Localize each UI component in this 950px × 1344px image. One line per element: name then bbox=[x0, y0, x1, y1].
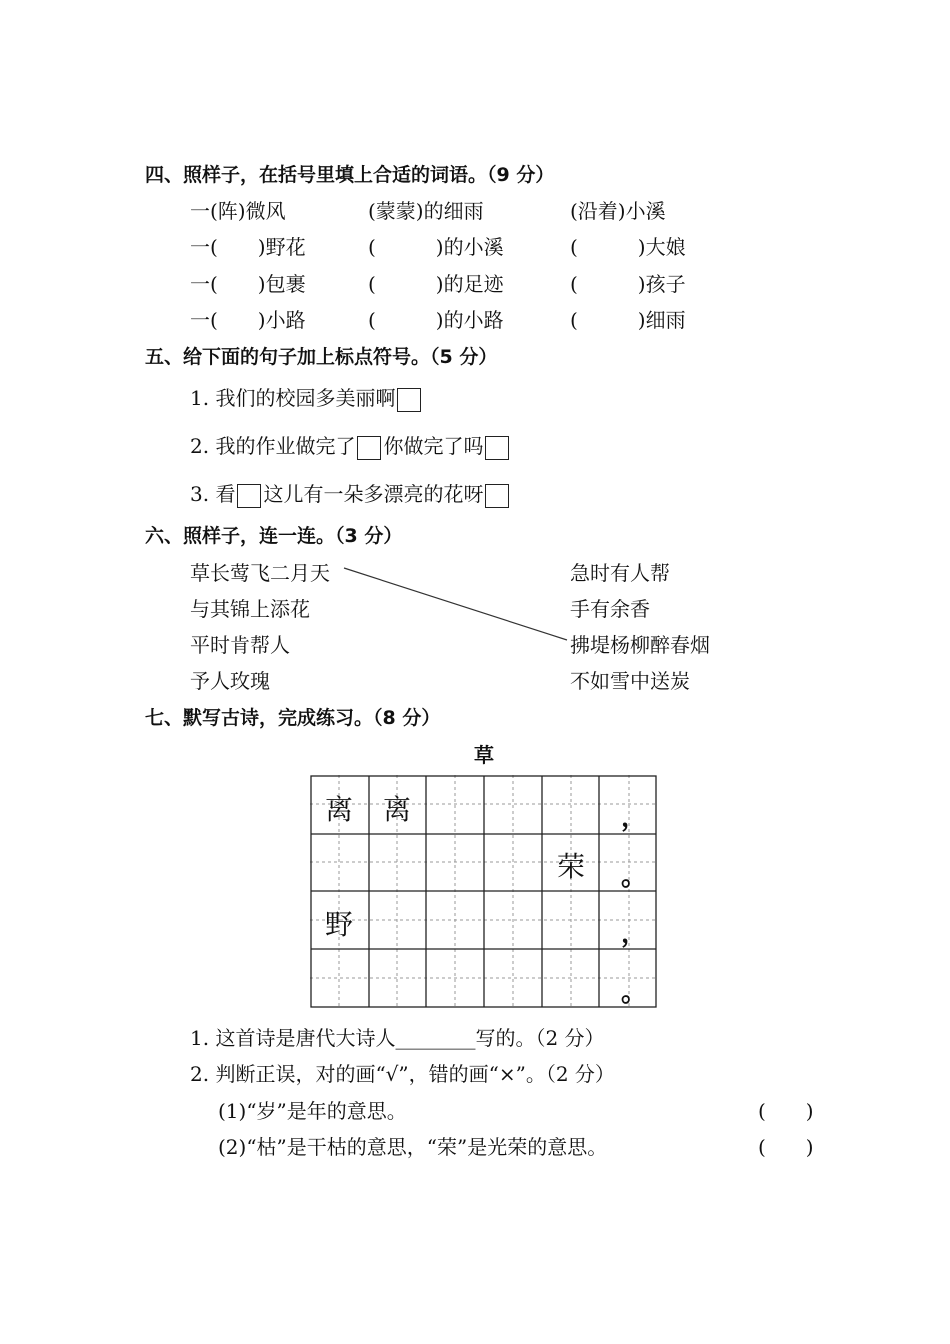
fill-word-item: (沿着)小溪 bbox=[570, 199, 666, 223]
question-2: 2. 判断正误，对的画“√”，错的画“×”。（2 分） bbox=[190, 1062, 615, 1086]
fill-word-item[interactable]: ( )的小溪 bbox=[368, 235, 504, 259]
sentence-text: 1. 我们的校园多美丽啊 bbox=[190, 386, 396, 410]
question-1: 1. 这首诗是唐代大诗人________写的。（2 分） bbox=[190, 1026, 605, 1050]
section5-heading: 五、给下面的句子加上标点符号。（5 分） bbox=[145, 346, 498, 368]
fill-word-item[interactable]: ( )的足迹 bbox=[368, 272, 504, 296]
grid-punctuation: ， bbox=[620, 803, 647, 833]
grid-char: 离 bbox=[382, 793, 411, 826]
fill-word-item[interactable]: 一( )野花 bbox=[190, 235, 306, 259]
grid-punctuation: ， bbox=[620, 919, 647, 949]
poem-title: 草 bbox=[474, 743, 494, 767]
answer-paren[interactable]: ( ) bbox=[758, 1099, 814, 1123]
fill-word-item[interactable]: ( )大娘 bbox=[570, 235, 686, 259]
section4-heading: 四、照样子，在括号里填上合适的词语。（9 分） bbox=[145, 164, 555, 186]
match-left-item[interactable]: 与其锦上添花 bbox=[190, 597, 310, 621]
answer-paren[interactable]: ( ) bbox=[758, 1135, 814, 1159]
judge-item: (1)“岁”是年的意思。 bbox=[218, 1099, 407, 1123]
sentence-text: 3. 看 bbox=[190, 482, 236, 506]
fill-word-item[interactable]: ( )的小路 bbox=[368, 308, 504, 332]
match-right-item[interactable]: 手有余香 bbox=[570, 597, 650, 621]
sentence-text: 这儿有一朵多漂亮的花呀 bbox=[263, 482, 484, 506]
grid-char: 离 bbox=[324, 793, 353, 826]
match-right-item[interactable]: 急时有人帮 bbox=[570, 561, 670, 585]
fill-word-item: 一(阵)微风 bbox=[190, 199, 286, 223]
section6-heading: 六、照样子，连一连。（3 分） bbox=[145, 525, 403, 547]
fill-word-item[interactable]: ( )细雨 bbox=[570, 308, 686, 332]
fill-word-item[interactable]: 一( )包裹 bbox=[190, 272, 306, 296]
match-left-item[interactable]: 草长莺飞二月天 bbox=[190, 561, 330, 585]
match-left-item[interactable]: 予人玫瑰 bbox=[190, 669, 270, 693]
match-right-item[interactable]: 拂堤杨柳醉春烟 bbox=[570, 633, 710, 657]
sentence-text: 2. 我的作业做完了 bbox=[190, 434, 356, 458]
grid-char: 荣 bbox=[556, 850, 585, 883]
match-right-item[interactable]: 不如雪中送炭 bbox=[570, 669, 690, 693]
grid-punctuation: 。 bbox=[620, 978, 647, 1008]
sentence-text: 你做完了吗 bbox=[383, 434, 484, 458]
fill-word-item[interactable]: 一( )小路 bbox=[190, 308, 306, 332]
section7-heading: 七、默写古诗，完成练习。（8 分） bbox=[145, 707, 441, 729]
grid-punctuation: 。 bbox=[620, 862, 647, 892]
grid-char: 野 bbox=[324, 908, 353, 941]
judge-item: (2)“枯”是干枯的意思，“荣”是光荣的意思。 bbox=[218, 1135, 608, 1159]
match-left-item[interactable]: 平时肯帮人 bbox=[190, 633, 290, 657]
fill-word-item: (蒙蒙)的细雨 bbox=[368, 199, 484, 223]
fill-word-item[interactable]: ( )孩子 bbox=[570, 272, 686, 296]
